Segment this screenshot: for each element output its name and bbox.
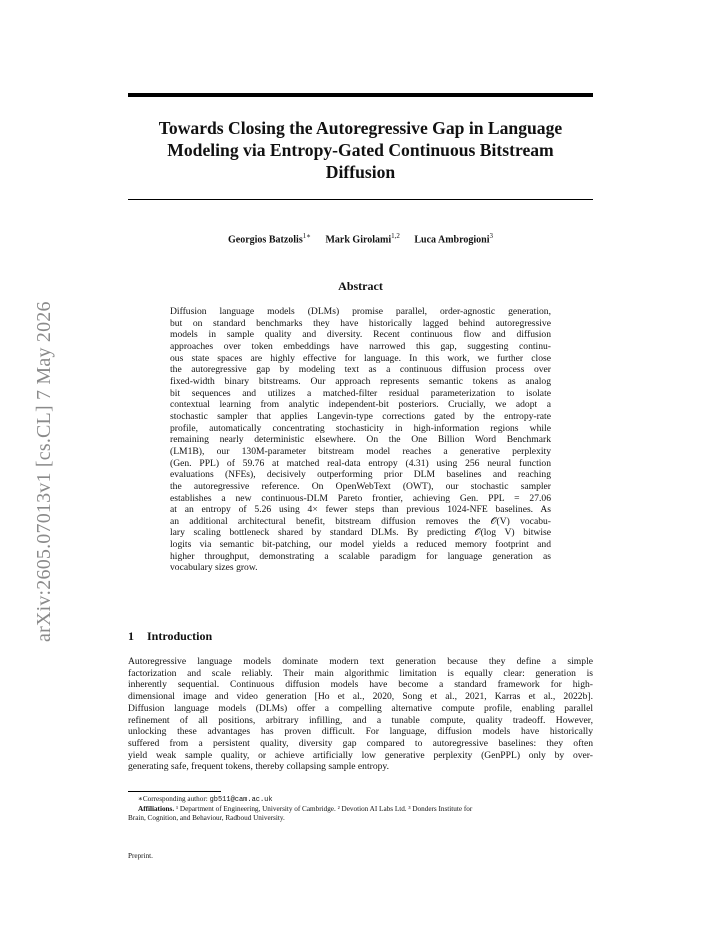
intro-line: dimensional image and video generation [Ho et al., 2020, Song et al., 2021, Karras et al., 2022b]. — [128, 691, 593, 703]
abstract-line: (Gen. PPL) of 59.76 at matched real-data entropy (4.31) using 256 neural function — [170, 457, 551, 469]
abstract-line: an additional architectural benefit, bitstream diffusion removes the 𝒪(V) vocabu- — [170, 515, 551, 527]
abstract-line: bit sequences and utilizes a matched-filter residual parameterization to isolate — [170, 387, 551, 399]
affiliations-text: ¹ Department of Engineering, University of Cambridge. ² Devotion AI Labs Ltd. ³ Donders Institute for — [175, 805, 473, 814]
author-affiliation-mark: 1∗ — [302, 232, 311, 240]
abstract-line: establishes a new continuous-DLM Pareto frontier, achieving Gen. PPL = 27.06 — [170, 492, 551, 504]
introduction-body — [128, 656, 593, 773]
abstract-line: higher throughput, demonstrating a scalable paradigm for language generation as — [170, 550, 551, 562]
affiliations-continued: Brain, Cognition, and Behaviour, Radboud University. — [128, 814, 285, 823]
title-bottom-rule — [128, 199, 593, 200]
abstract-line: lary scaling bottleneck shared by standard DLMs. By predicting 𝒪(log V) bitwise — [170, 527, 551, 539]
abstract-line: but on standard benchmarks they have historically lagged behind autoregressive — [170, 317, 551, 329]
title-line: Towards Closing the Autoregressive Gap in Language — [158, 118, 563, 138]
preprint-label: Preprint. — [128, 852, 153, 860]
author-list — [128, 232, 593, 245]
author-name: Mark Girolami — [325, 234, 392, 246]
abstract-line: logits via semantic bit-patching, our model yields a reduced memory footprint and — [170, 539, 551, 551]
abstract-line: fixed-width binary bitstreams. Our approach represents semantic tokens as analog — [170, 375, 551, 387]
title-line: Diffusion — [325, 162, 396, 182]
corresponding-label: ∗Corresponding author: — [138, 795, 208, 803]
footnote-rule — [128, 791, 221, 792]
abstract-heading: Abstract — [338, 279, 383, 293]
paper-title — [128, 117, 593, 183]
section-title: Introduction — [147, 629, 213, 643]
intro-line: Diffusion language models (DLMs) offer a compelling alternative compute profile, enabling parallel — [128, 702, 593, 714]
abstract-line: the autoregressive gap by modeling text as a continuous diffusion process over — [170, 364, 551, 376]
intro-line: suffered from a persistent quality, diversity gap compared to autoregressive baselines: they often — [128, 737, 593, 749]
affiliations-label: Affiliations. — [138, 805, 175, 814]
author-name: Georgios Batzolis — [228, 234, 303, 246]
footnotes — [128, 795, 593, 824]
abstract-line: contextual learning from analytic independent-bit posteriors. Crucially, we adopt a — [170, 399, 551, 411]
abstract-line: remaining nearly deterministic elsewhere. On the One Billion Word Benchmark — [170, 434, 551, 446]
title-top-rule — [128, 93, 593, 97]
section-heading — [128, 629, 212, 644]
intro-line: yield weak sample quality, or achieve artificially low generative perplexity (GenPPL) only by over- — [128, 749, 593, 761]
author-affiliation-mark: 1,2 — [391, 232, 400, 240]
abstract-line: at an entropy of 5.26 using 4× fewer steps than previous 1024-NFE baselines. As — [170, 504, 551, 516]
intro-line: inherently sequential. Continuous diffusion models have become a standard framework for high- — [128, 679, 593, 691]
abstract-line: vocabulary sizes grow. — [170, 562, 258, 574]
arxiv-stamp: arXiv:2605.07013v1 [cs.CL] 7 May 2026 — [33, 301, 55, 642]
corresponding-email: gb511@cam.ac.uk — [209, 796, 273, 804]
abstract-line: Diffusion language models (DLMs) promise parallel, order-agnostic generation, — [170, 306, 551, 317]
abstract-line: (LM1B), our 130M-parameter bitstream model reaches a generative perplexity — [170, 445, 551, 457]
section-number: 1 — [128, 629, 134, 643]
abstract-body — [170, 306, 551, 574]
intro-line: factorization and scale reliably. Their main algorithmic limitation is equally clear: generation is — [128, 667, 593, 679]
title-line: Modeling via Entropy-Gated Continuous Bitstream — [167, 140, 554, 160]
corresponding-author-note — [128, 795, 593, 805]
abstract-line: the autoregressive reference. On OpenWebText (OWT), our stochastic sampler — [170, 480, 551, 492]
abstract-line: profile, automatically concentrating stochasticity in high-information regions while — [170, 422, 551, 434]
abstract-line: models in sample quality and diversity. Recent continuous flow and diffusion — [170, 329, 551, 341]
abstract-line: stochastic sampler that applies Langevin-type corrections gated by the entropy-rate — [170, 410, 551, 422]
intro-line: refinement of all positions, arbitrary infilling, and a tunable compute, quality tradeoff. However, — [128, 714, 593, 726]
author-affiliation-mark: 3 — [489, 232, 493, 240]
intro-line: generating safe, frequent tokens, thereby collapsing sample entropy. — [128, 761, 389, 773]
intro-line: Autoregressive language models dominate modern text generation because they define a simple — [128, 656, 593, 667]
intro-line: unlocking these advantages has proven difficult. For language, diffusion models have historically — [128, 726, 593, 738]
author-name: Luca Ambrogioni — [414, 234, 490, 246]
abstract-line: evaluations (NFEs), decisively outperforming prior DLM baselines and reaching — [170, 469, 551, 481]
abstract-line: ous state spaces are highly effective for language. In this work, we further close — [170, 352, 551, 364]
abstract-line: approaches over token embeddings have narrowed this gap, suggesting continu- — [170, 340, 551, 352]
affiliations-note — [128, 805, 593, 814]
